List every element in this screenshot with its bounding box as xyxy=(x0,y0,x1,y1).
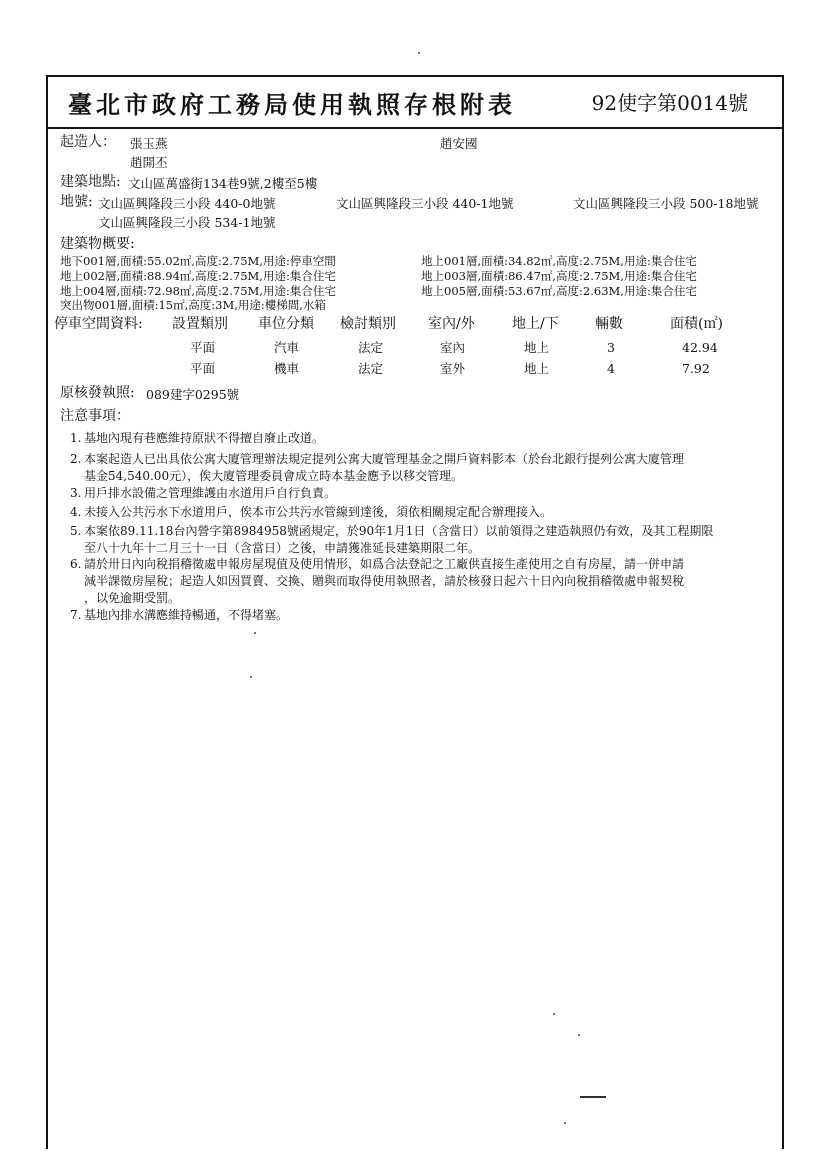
scan-speck xyxy=(254,632,256,634)
note-number: 5. xyxy=(70,524,82,538)
builder-name-2: 趙開丕 xyxy=(130,155,168,170)
note-text: 本案依89.11.18台內營字第8984958號函規定，於90年1月1日（含當日）以前領得之建造執照仍有效，及其工程期限 xyxy=(84,524,714,538)
floor-entry: 地上003層,面積:86.47㎡,高度:2.75M,用途:集合住宅 xyxy=(421,269,697,283)
parking-cell: 室外 xyxy=(440,361,466,376)
land-lot-4: 文山區興隆段三小段 534-1地號 xyxy=(98,215,276,230)
building-overview-label: 建築物概要: xyxy=(60,236,135,252)
parking-label: 停車空間資料: xyxy=(54,316,143,332)
parking-cell: 4 xyxy=(607,361,615,376)
builder-label: 起造人： xyxy=(60,134,116,150)
permit-appendix-document xyxy=(46,75,784,1149)
parking-header-cell: 車位分類 xyxy=(258,316,314,332)
original-permit-number: 089建字0295號 xyxy=(146,387,240,402)
title-bar xyxy=(48,77,782,129)
parking-cell: 汽車 xyxy=(274,340,300,355)
note-text: 至八十九年十二月三十一日（含當日）之後，申請獲准延長建築期限二年。 xyxy=(84,541,481,555)
scan-speck xyxy=(250,676,252,678)
note-number: 2. xyxy=(70,452,82,466)
floor-entry: 地上004層,面積:72.98㎡,高度:2.75M,用途:集合住宅 xyxy=(60,284,336,298)
parking-cell: 42.94 xyxy=(682,340,718,355)
site-address: 文山區萬盛街134巷9號,2樓至5樓 xyxy=(128,176,318,191)
floor-entry: 地上002層,面積:88.94㎡,高度:2.75M,用途:集合住宅 xyxy=(60,269,336,283)
note-text: 未接入公共污水下水道用戶，俟本市公共污水管線到達後，須依相關規定配合辦理接入。 xyxy=(84,505,553,519)
note-item xyxy=(70,504,782,521)
parking-header-cell: 設置類別 xyxy=(172,316,228,332)
parking-header-cell: 輛數 xyxy=(595,316,623,332)
parking-cell: 室內 xyxy=(440,340,466,355)
note-number: 6. xyxy=(70,557,82,571)
scan-speck xyxy=(578,1034,580,1036)
note-text: 基地內現有巷應維持原狀不得擅自廢止改道。 xyxy=(84,431,325,445)
floor-entry: 地上005層,面積:53.67㎡,高度:2.63M,用途:集合住宅 xyxy=(421,284,697,298)
notes-label: 注意事項： xyxy=(60,408,130,424)
note-item xyxy=(70,523,782,557)
note-text: ，以免逾期受罰。 xyxy=(84,591,181,605)
parking-cell: 法定 xyxy=(358,340,384,355)
note-text: 請於卅日內向稅捐稽徵處申報房屋現值及使用情形，如爲合法登記之工廠供直接生產使用之自有房屋，請一併申請 xyxy=(84,557,685,571)
floor-entry: 地下001層,面積:55.02㎡,高度:2.75M,用途:停車空間 xyxy=(60,254,336,268)
scan-speck xyxy=(580,1096,606,1098)
note-number: 1. xyxy=(70,431,82,445)
parking-cell: 平面 xyxy=(190,361,216,376)
parking-header-cell: 地上/下 xyxy=(512,316,559,332)
scan-speck xyxy=(418,52,420,54)
scan-speck xyxy=(553,1013,555,1015)
floor-entry: 地上001層,面積:34.82㎡,高度:2.75M,用途:集合住宅 xyxy=(421,254,697,268)
land-lot-2: 文山區興隆段三小段 440-1地號 xyxy=(336,196,514,211)
parking-header-cell: 室內/外 xyxy=(428,316,475,332)
permit-number: 92使字第0014號 xyxy=(591,91,748,115)
note-item xyxy=(70,430,782,447)
land-lot-1: 文山區興隆段三小段 440-0地號 xyxy=(98,196,276,211)
note-item xyxy=(70,607,782,624)
note-text: 用戶排水設備之管理維護由水道用戶自行負責。 xyxy=(84,486,337,500)
parking-cell: 機車 xyxy=(274,361,300,376)
note-text: 基地內排水溝應維持暢通，不得堵塞。 xyxy=(84,608,289,622)
parking-header-cell: 檢討類別 xyxy=(340,316,396,332)
note-item xyxy=(70,485,782,502)
builder-name-3: 趙安國 xyxy=(440,136,478,151)
parking-cell: 3 xyxy=(607,340,615,355)
land-label: 地號: xyxy=(60,194,93,210)
note-number: 3. xyxy=(70,486,82,500)
parking-cell: 法定 xyxy=(358,361,384,376)
land-lot-3: 文山區興隆段三小段 500-18地號 xyxy=(573,196,759,211)
parking-cell: 地上 xyxy=(524,340,550,355)
note-text: 基金54,540.00元），俟大廈管理委員會成立時本基金應予以移交管理。 xyxy=(84,469,464,483)
parking-cell: 地上 xyxy=(524,361,550,376)
floor-entry: 突出物001層,面積:15㎡,高度:3M,用途:樓梯間,水箱 xyxy=(60,298,326,312)
note-text: 減半課徵房屋稅；起造人如因買賣、交換、贈與而取得使用執照者，請於核發日起六十日內向稅捐稽徵處申報契稅 xyxy=(84,574,685,588)
site-label: 建築地點: xyxy=(60,174,121,190)
note-number: 4. xyxy=(70,505,82,519)
parking-cell: 平面 xyxy=(190,340,216,355)
note-text: 本案起造人已出具依公寓大廈管理辦法規定提列公寓大廈管理基金之開戶資料影本（於台北銀行提列公寓大廈管理 xyxy=(84,452,685,466)
note-number: 7. xyxy=(70,608,82,622)
scan-speck xyxy=(564,1122,566,1124)
parking-cell: 7.92 xyxy=(682,361,710,376)
document-title: 臺北市政府工務局使用執照存根附表 xyxy=(68,90,516,119)
builder-name-1: 張玉燕 xyxy=(130,136,168,151)
parking-header-cell: 面積(㎡) xyxy=(670,316,723,332)
note-item xyxy=(70,556,782,607)
note-item xyxy=(70,451,782,485)
original-permit-label: 原核發執照: xyxy=(60,385,135,401)
